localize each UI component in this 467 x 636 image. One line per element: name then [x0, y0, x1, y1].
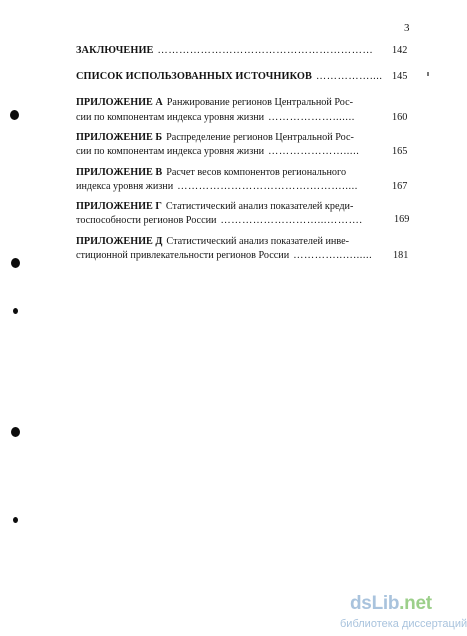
toc-entry-title: ЗАКЛЮЧЕНИЕ — [76, 45, 154, 56]
toc-entry-appendix-b-cont — [76, 146, 408, 158]
appendix-title-line1: Расчет весов компонентов регионального — [166, 167, 347, 178]
toc-leader-dots: …………………………………………………… — [157, 45, 374, 56]
toc-entry-appendix-g — [76, 201, 405, 213]
toc-entry-appendix-d — [76, 236, 405, 248]
appendix-title-line1: Статистический анализ показателей инве- — [166, 236, 350, 247]
toc-page-number: 167 — [392, 181, 408, 192]
toc-page-number: 160 — [392, 112, 408, 123]
watermark-logo: dsLib.net — [350, 593, 432, 614]
watermark-subtitle: библиотека диссертаций — [340, 618, 467, 630]
appendix-label: ПРИЛОЖЕНИЕ Г — [76, 201, 162, 212]
scan-speck — [427, 72, 429, 76]
toc-leader-dots: …………………..... — [268, 146, 360, 157]
appendix-title-line1: Распределение регионов Центральной Рос- — [166, 132, 354, 143]
punch-hole-mark — [11, 258, 20, 268]
toc-entry-appendix-v — [76, 167, 405, 179]
punch-hole-mark — [13, 517, 18, 523]
appendix-label: ПРИЛОЖЕНИЕ А — [76, 97, 163, 108]
appendix-title-line1: Ранжирование регионов Центральной Рос- — [166, 97, 354, 108]
toc-leader-dots: ……………………………….………..... — [177, 181, 358, 192]
appendix-title-line2: индекса уровня жизни — [76, 181, 174, 192]
toc-entry-sources — [76, 71, 408, 83]
appendix-title-line2: стиционной привлекательности регионов России — [76, 250, 290, 261]
toc-leader-dots: ………………………...………. — [220, 215, 363, 226]
punch-hole-mark — [10, 110, 19, 120]
toc-entry-title: СПИСОК ИСПОЛЬЗОВАННЫХ ИСТОЧНИКОВ — [76, 71, 313, 82]
appendix-label: ПРИЛОЖЕНИЕ Д — [76, 236, 163, 247]
toc-entry-appendix-g-cont — [76, 215, 405, 227]
punch-hole-mark — [13, 308, 18, 314]
appendix-title-line2: тоспособности регионов России — [76, 215, 217, 226]
toc-entry-appendix-a-cont — [76, 112, 408, 124]
toc-entry-conclusion — [76, 45, 408, 57]
toc-page-number: 145 — [392, 71, 408, 82]
toc-entry-appendix-d-cont — [76, 250, 405, 262]
appendix-title-line1: Статистический анализ показателей креди- — [165, 201, 354, 212]
appendix-title-line2: сии по компонентам индекса уровня жизни — [76, 146, 265, 157]
appendix-label: ПРИЛОЖЕНИЕ Б — [76, 132, 163, 143]
toc-entry-appendix-a — [76, 97, 405, 109]
toc-leader-dots: ………………....... — [268, 112, 355, 123]
toc-entry-appendix-b — [76, 132, 405, 144]
toc-leader-dots: …………….... — [316, 71, 383, 82]
appendix-label: ПРИЛОЖЕНИЕ В — [76, 167, 163, 178]
toc-page-number: 165 — [392, 146, 408, 157]
page-number: 3 — [404, 22, 410, 34]
punch-hole-mark — [11, 427, 20, 437]
toc-entry-appendix-v-cont — [76, 181, 408, 193]
watermark — [340, 593, 467, 636]
toc-page-number: 181 — [393, 250, 409, 261]
toc-leader-dots: …………..…...... — [293, 250, 373, 261]
toc-page-number: 142 — [392, 45, 408, 56]
toc-page-number: 169 — [394, 214, 410, 225]
appendix-title-line2: сии по компонентам индекса уровня жизни — [76, 112, 265, 123]
